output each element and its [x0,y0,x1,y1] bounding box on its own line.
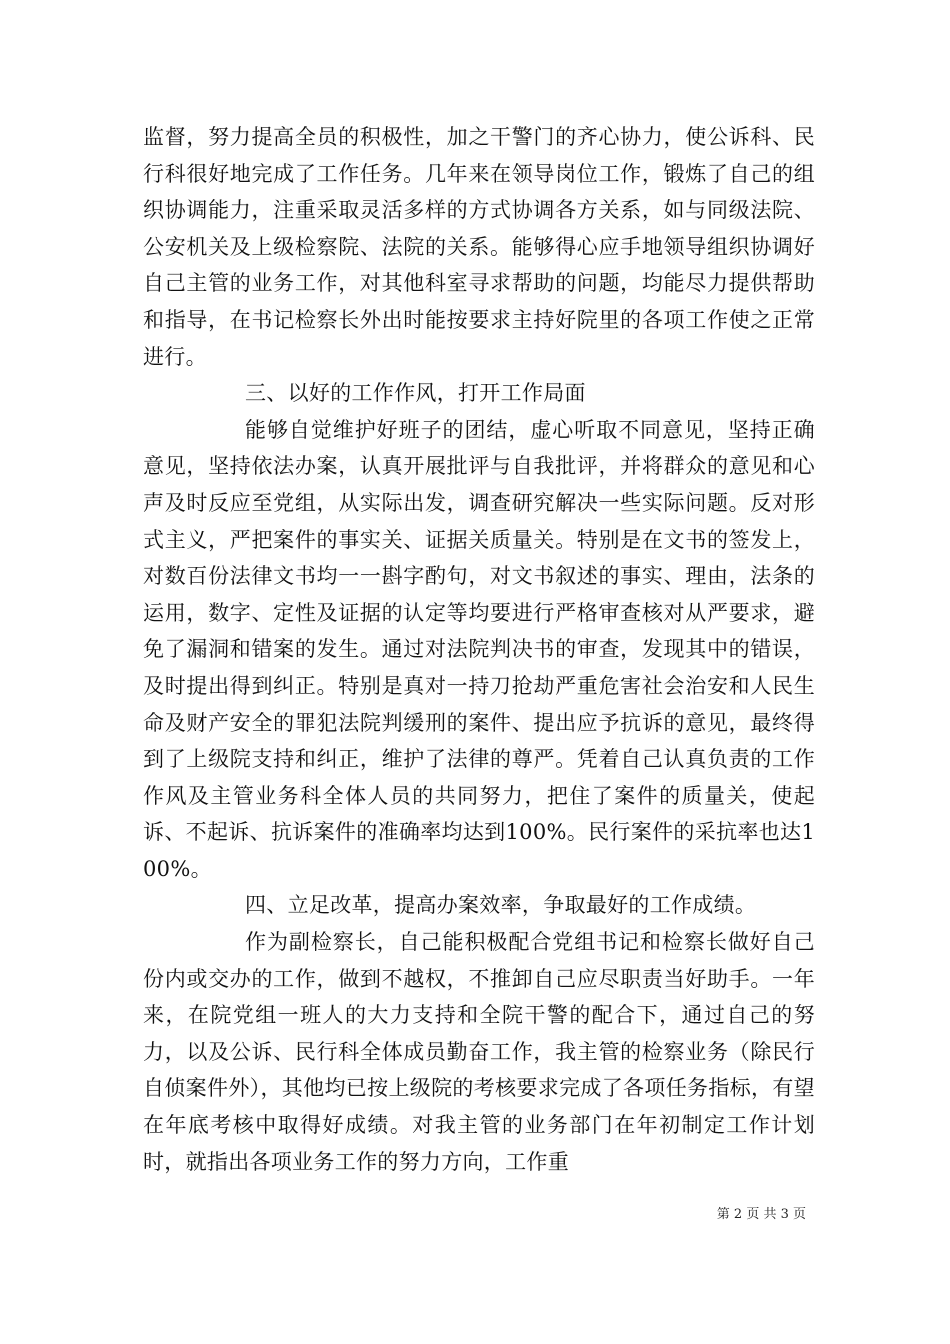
paragraph-work-style: 能够自觉维护好班子的团结，虚心听取不同意见，坚持正确意见，坚持依法办案，认真开展批评与自我批评，并将群众的意见和心声及时反应至党组，从实际出发，调查研究解决一些实际问题。反对形式主义，严把案件的事实关、证据关质量关。特别是在文书的签发上，对数百份法律文书均一一斟字酌句，对文书叙述的事实、理由，法条的运用，数字、定性及证据的认定等均要进行严格审查核对从严要求，避免了漏洞和错案的发生。通过对法院判决书的审查，发现其中的错误，及时提出得到纠正。特别是真对一持刀抢劫严重危害社会治安和人民生命及财产安全的罪犯法院判缓刑的案件、提出应予抗诉的意见，最终得到了上级院支持和纠正，维护了法律的尊严。凭着自己认真负责的工作作风及主管业务科全体人员的共同努力，把住了案件的质量关，使起诉、不起诉、抗诉案件的准确率均达到100%。民行案件的采抗率也达100%。 [143,417,815,881]
section-heading-4: 四、立足改革，提高办案效率，争取最好的工作成绩。 [245,893,757,918]
section-heading-3: 三、以好的工作作风，打开工作局面 [245,381,586,406]
paragraph-continuation: 监督，努力提高全员的积极性，加之干警门的齐心协力，使公诉科、民行科很好地完成了工作任务。几年来在领导岗位工作，锻炼了自己的组织协调能力，注重采取灵活多样的方式协调各方关系，如与同级法院、公安机关及上级检察院、法院的关系。能够得心应手地领导组织协调好自己主管的业务工作，对其他科室寻求帮助的问题，均能尽力提供帮助和指导，在书记检察长外出时能按要求主持好院里的各项工作使之正常进行。 [143,125,815,369]
document-body [143,119,815,1180]
paragraph-reform: 作为副检察长，自己能积极配合党组书记和检察长做好自己份内或交办的工作，做到不越权，不推卸自己应尽职责当好助手。一年来，在院党组一班人的大力支持和全院干警的配合下，通过自己的努力，以及公诉、民行科全体成员勤奋工作，我主管的检察业务（除民行自侦案件外），其他均已按上级院的考核要求完成了各项任务指标，有望在年底考核中取得好成绩。对我主管的业务部门在年初制定工作计划时，就指出各项业务工作的努力方向，工作重 [143,930,815,1174]
page-number-footer: 第 2 页 共 3 页 [716,1207,806,1222]
